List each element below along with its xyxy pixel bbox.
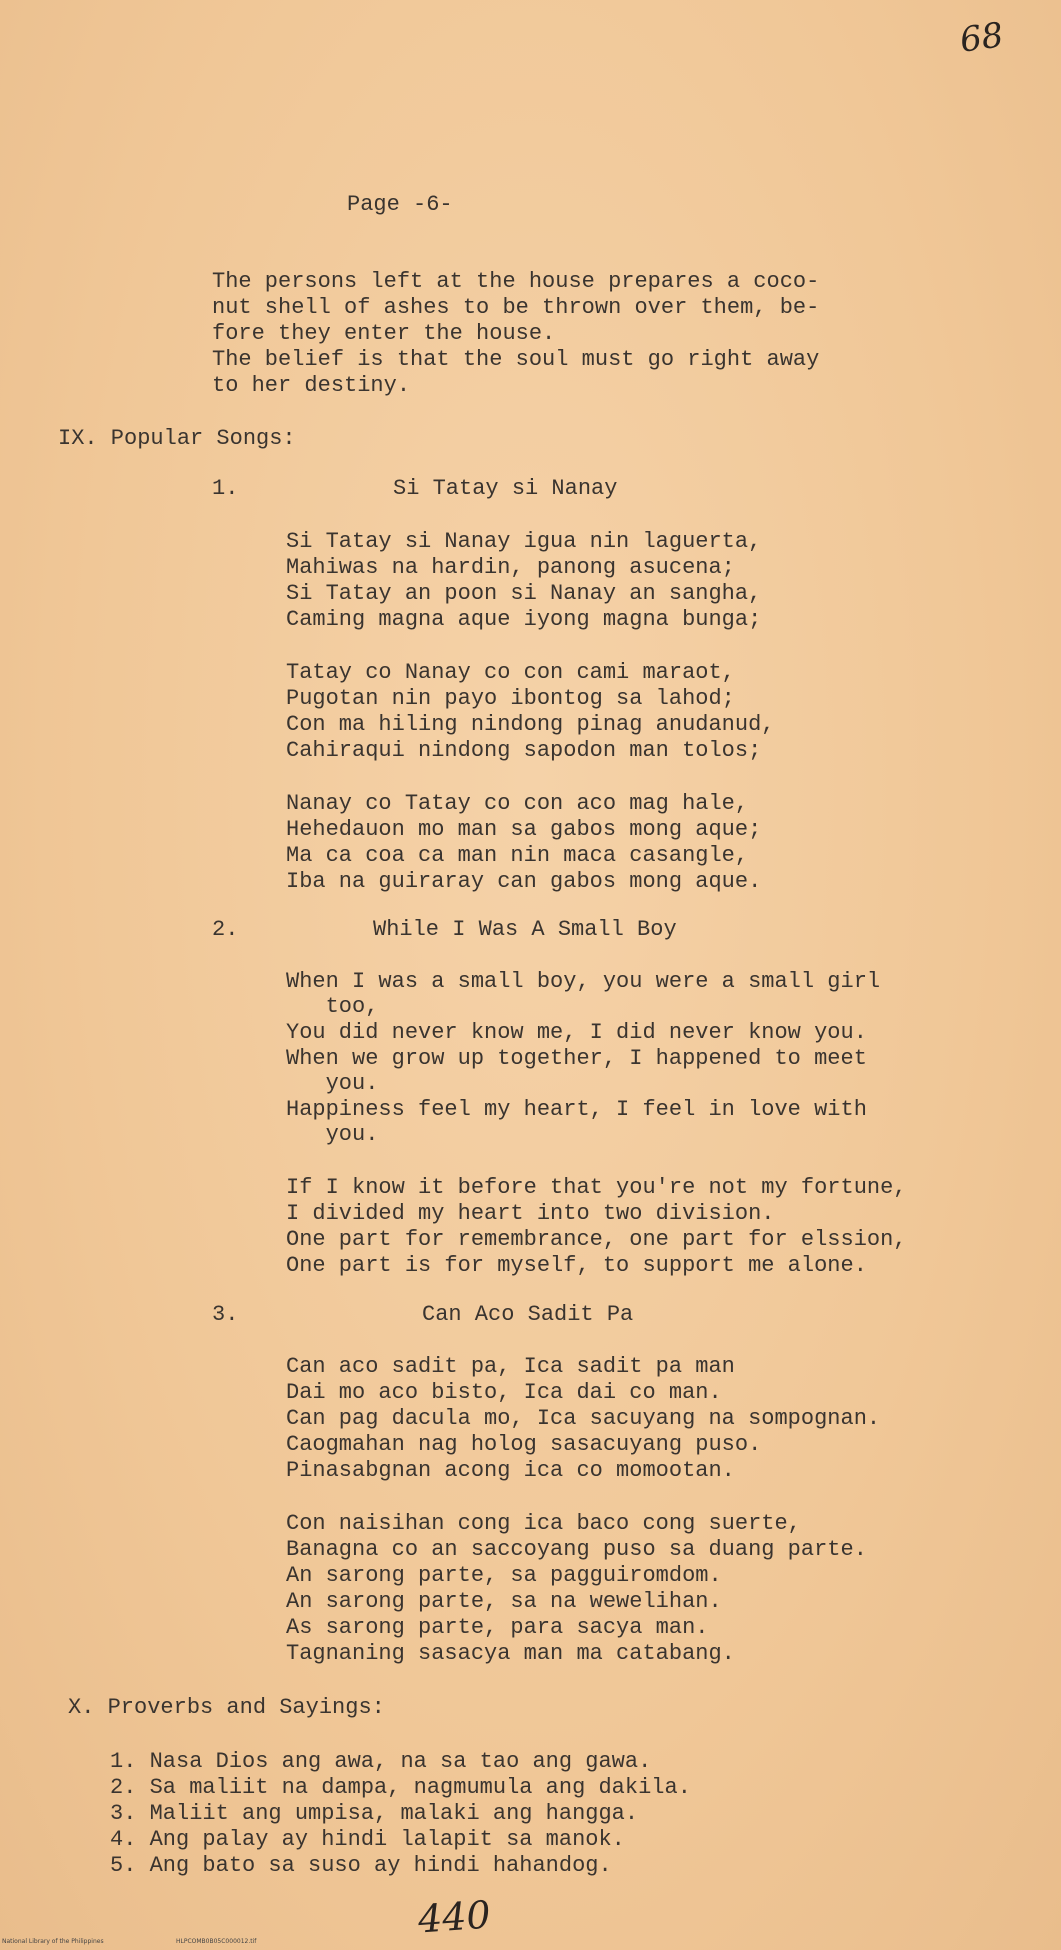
- intro-line: The persons left at the house prepares a coco-: [212, 269, 820, 294]
- song-line: Nanay co Tatay co con aco mag hale,: [286, 791, 749, 816]
- song-number: 1.: [212, 476, 239, 501]
- song-line: An sarong parte, sa na wewelihan.: [286, 1589, 722, 1614]
- intro-line: The belief is that the soul must go right away: [212, 347, 820, 372]
- song-title: Can Aco Sadit Pa: [422, 1302, 634, 1327]
- song-line: You did never know me, I did never know you.: [286, 1020, 867, 1045]
- song-line: Caming magna aque iyong magna bunga;: [286, 607, 762, 632]
- song-line: too,: [286, 994, 379, 1019]
- song-line: Tagnaning sasacya man ma catabang.: [286, 1641, 735, 1666]
- song-line: Con ma hiling nindong pinag anudanud,: [286, 712, 775, 737]
- proverb-item: 5. Ang bato sa suso ay hindi hahandog.: [110, 1853, 612, 1878]
- song-line: you.: [286, 1122, 379, 1147]
- song-line: Can pag dacula mo, Ica sacuyang na sompognan.: [286, 1406, 881, 1431]
- song-line: As sarong parte, para sacya man.: [286, 1615, 709, 1640]
- song-line: Can aco sadit pa, Ica sadit pa man: [286, 1354, 735, 1379]
- song-line: Happiness feel my heart, I feel in love with: [286, 1097, 867, 1122]
- proverb-item: 4. Ang palay ay hindi lalapit sa manok.: [110, 1827, 625, 1852]
- song-title: While I Was A Small Boy: [373, 917, 677, 942]
- intro-line: nut shell of ashes to be thrown over them, be-: [212, 295, 820, 320]
- song-number: 2.: [212, 917, 239, 942]
- song-line: I divided my heart into two division.: [286, 1201, 775, 1226]
- section-heading-proverbs: X. Proverbs and Sayings:: [68, 1695, 385, 1720]
- intro-line: to her destiny.: [212, 373, 411, 398]
- footer-filename: HLPCOMB0B05C000012.tif: [176, 1938, 257, 1945]
- section-heading-popular-songs: IX. Popular Songs:: [58, 426, 296, 451]
- song-line: Caogmahan nag holog sasacuyang puso.: [286, 1432, 762, 1457]
- song-line: Hehedauon mo man sa gabos mong aque;: [286, 817, 762, 842]
- song-line: Banagna co an saccoyang puso sa duang parte.: [286, 1537, 867, 1562]
- song-line: When I was a small boy, you were a small girl: [286, 969, 881, 994]
- page-label: Page -6-: [347, 192, 453, 217]
- song-line: One part is for myself, to support me alone.: [286, 1253, 867, 1278]
- handwritten-page-mark: 68: [957, 15, 1006, 61]
- song-line: Tatay co Nanay co con cami maraot,: [286, 660, 735, 685]
- proverb-item: 3. Maliit ang umpisa, malaki ang hangga.: [110, 1801, 639, 1826]
- song-line: Dai mo aco bisto, Ica dai co man.: [286, 1380, 722, 1405]
- song-line: Pinasabgnan acong ica co momootan.: [286, 1458, 735, 1483]
- song-line: Mahiwas na hardin, panong asucena;: [286, 555, 735, 580]
- footer-library-label: National Library of the Philippines: [2, 1938, 104, 1945]
- song-line: Iba na guiraray can gabos mong aque.: [286, 869, 762, 894]
- song-line: Pugotan nin payo ibontog sa lahod;: [286, 686, 735, 711]
- song-line: Cahiraqui nindong sapodon man tolos;: [286, 738, 762, 763]
- song-line: An sarong parte, sa pagguiromdom.: [286, 1563, 722, 1588]
- song-line: When we grow up together, I happened to meet: [286, 1046, 867, 1071]
- song-line: Si Tatay si Nanay igua nin laguerta,: [286, 529, 762, 554]
- handwritten-bottom-mark: 440: [416, 1892, 492, 1942]
- song-line: One part for remembrance, one part for elssion,: [286, 1227, 907, 1252]
- song-line: Ma ca coa ca man nin maca casangle,: [286, 843, 749, 868]
- proverb-item: 2. Sa maliit na dampa, nagmumula ang dakila.: [110, 1775, 691, 1800]
- song-title: Si Tatay si Nanay: [393, 476, 618, 501]
- song-number: 3.: [212, 1302, 239, 1327]
- song-line: Con naisihan cong ica baco cong suerte,: [286, 1511, 801, 1536]
- song-line: If I know it before that you're not my fortune,: [286, 1175, 907, 1200]
- proverb-item: 1. Nasa Dios ang awa, na sa tao ang gawa.: [110, 1749, 652, 1774]
- song-line: Si Tatay an poon si Nanay an sangha,: [286, 581, 762, 606]
- intro-line: fore they enter the house.: [212, 321, 556, 346]
- song-line: you.: [286, 1071, 379, 1096]
